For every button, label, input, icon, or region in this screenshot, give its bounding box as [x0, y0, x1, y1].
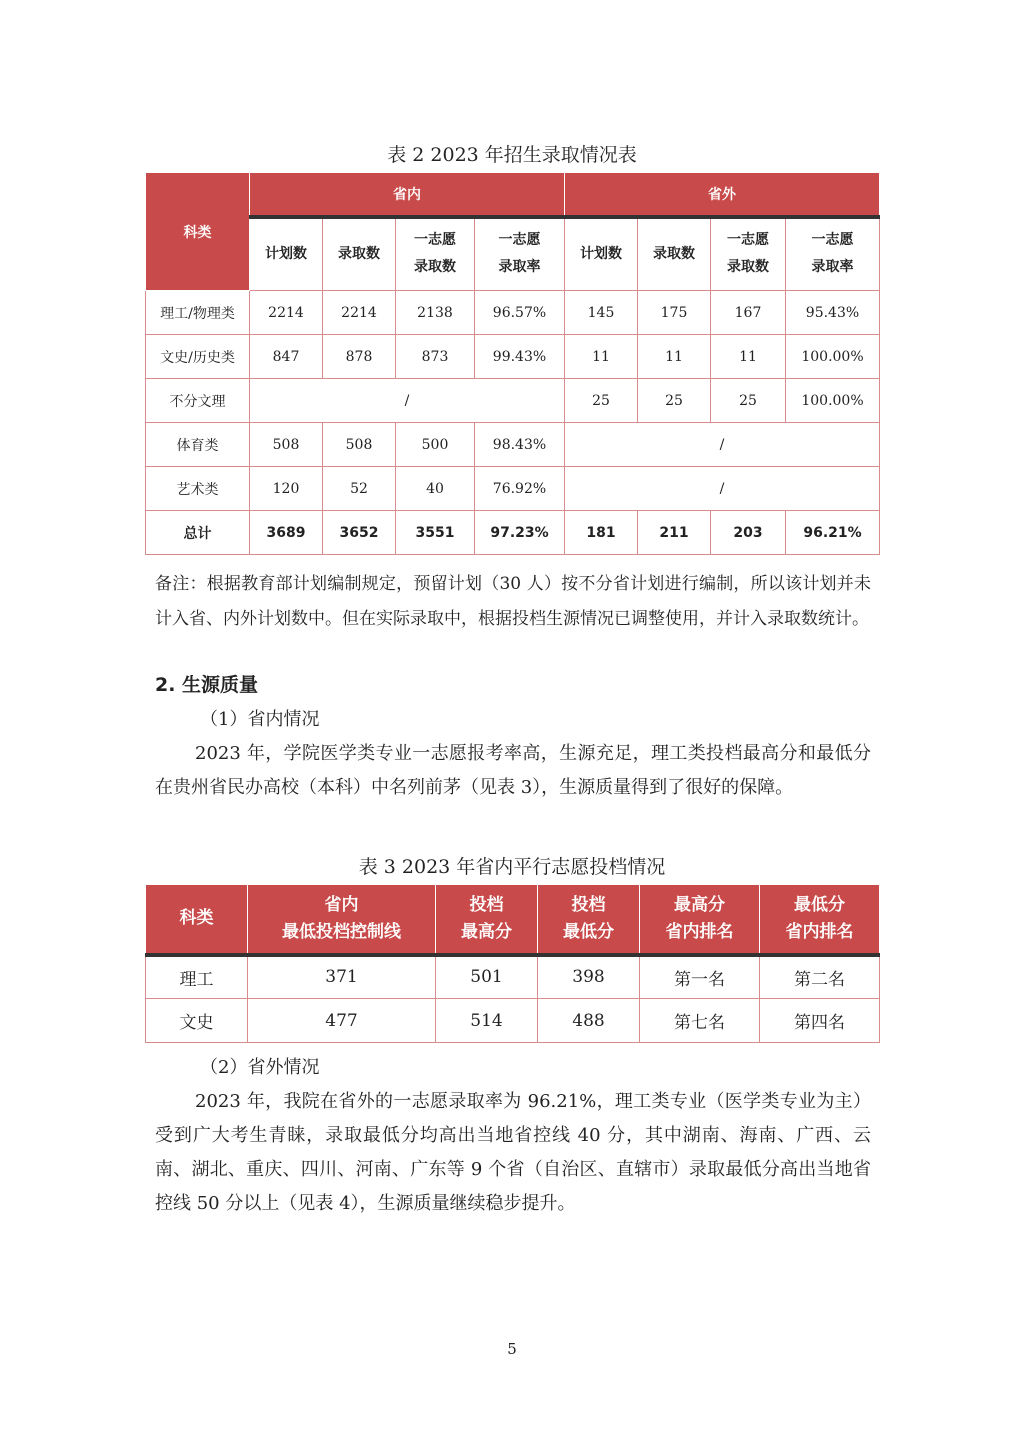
table-row — [146, 423, 880, 467]
sub-header: 一志愿 录取率 — [786, 217, 880, 291]
out-province-header: 省外 — [565, 173, 880, 217]
cell: 3551 — [396, 511, 475, 555]
merged-cell: / — [565, 423, 880, 467]
cell: 2214 — [250, 291, 323, 335]
page-number: 5 — [507, 1340, 517, 1358]
merged-cell: / — [250, 379, 565, 423]
cell: 501 — [436, 955, 538, 999]
cell: 98.43% — [475, 423, 565, 467]
cell: 11 — [711, 335, 786, 379]
sub-header: 一志愿 录取数 — [396, 217, 475, 291]
cell: 3652 — [323, 511, 396, 555]
cell: 25 — [565, 379, 638, 423]
cell: 76.92% — [475, 467, 565, 511]
table3-caption: 表 3 2023 年省内平行志愿投档情况 — [358, 856, 666, 878]
cell: 第二名 — [760, 955, 880, 999]
cell: 2138 — [396, 291, 475, 335]
cell: 167 — [711, 291, 786, 335]
cell: 508 — [323, 423, 396, 467]
cell: 508 — [250, 423, 323, 467]
cell: 211 — [638, 511, 711, 555]
table3-header-row — [146, 885, 880, 955]
table3-scores — [145, 884, 880, 1043]
paragraph: 2023 年，学院医学类专业一志愿报考率高，生源充足，理工类投档最高分和最低分在贵州省民办高校（本科）中名列前茅（见表 3），生源质量得到了很好的保障。 — [155, 743, 871, 798]
column-header: 投档 最高分 — [436, 885, 538, 955]
table-row — [146, 467, 880, 511]
column-header: 省内 最低投档控制线 — [248, 885, 436, 955]
table2-admission — [145, 172, 880, 555]
cell: 203 — [711, 511, 786, 555]
subsection-heading: （2）省外情况 — [200, 1057, 320, 1078]
sub-header: 录取数 — [323, 217, 396, 291]
row-label: 理工 — [146, 955, 248, 999]
sub-header: 录取数 — [638, 217, 711, 291]
row-label: 文史/历史类 — [146, 335, 250, 379]
cell: 3689 — [250, 511, 323, 555]
cell: 96.21% — [786, 511, 880, 555]
sub-header: 计划数 — [250, 217, 323, 291]
cell: 477 — [248, 999, 436, 1043]
column-header: 投档 最低分 — [538, 885, 640, 955]
cell: 2214 — [323, 291, 396, 335]
cell: 第一名 — [640, 955, 760, 999]
cell: 第七名 — [640, 999, 760, 1043]
sub-header: 计划数 — [565, 217, 638, 291]
row-label: 艺术类 — [146, 467, 250, 511]
table-row — [146, 379, 880, 423]
cell: 878 — [323, 335, 396, 379]
row-label: 文史 — [146, 999, 248, 1043]
sub-header: 一志愿 录取数 — [711, 217, 786, 291]
cell: 40 — [396, 467, 475, 511]
row-label: 不分文理 — [146, 379, 250, 423]
subsection-heading: （1）省内情况 — [200, 709, 320, 730]
cell: 371 — [248, 955, 436, 999]
column-header: 最高分 省内排名 — [640, 885, 760, 955]
cell: 100.00% — [786, 379, 880, 423]
category-header: 科类 — [146, 173, 250, 291]
cell: 52 — [323, 467, 396, 511]
table-row — [146, 955, 880, 999]
table-row — [146, 999, 880, 1043]
row-label: 体育类 — [146, 423, 250, 467]
table2-caption: 表 2 2023 年招生录取情况表 — [387, 144, 637, 166]
row-label: 理工/物理类 — [146, 291, 250, 335]
cell: 398 — [538, 955, 640, 999]
section-heading: 2. 生源质量 — [155, 674, 259, 696]
cell: 847 — [250, 335, 323, 379]
table2-note: 备注：根据教育部计划编制规定，预留计划（30 人）按不分省计划进行编制，所以该计划并未计入省、内外计划数中。但在实际录取中，根据投档生源情况已调整使用，并计入录取数统计。 — [155, 574, 871, 629]
paragraph: 2023 年，我院在省外的一志愿录取率为 96.21%，理工类专业（医学类专业为主）受到广大考生青睐，录取最低分均高出当地省控线 40 分，其中湖南、海南、广西、云南、湖北、重庆、四川、河南、广东等 9 个省（自治区、直辖市）录取最低分高出当地省控线 50 分以上（见表 4），生源质量继续稳步提升。 — [155, 1091, 871, 1214]
cell: 99.43% — [475, 335, 565, 379]
cell: 488 — [538, 999, 640, 1043]
cell: 514 — [436, 999, 538, 1043]
row-label: 总计 — [146, 511, 250, 555]
cell: 100.00% — [786, 335, 880, 379]
table2-subheader-row — [146, 217, 880, 291]
cell: 120 — [250, 467, 323, 511]
cell: 11 — [638, 335, 711, 379]
table-row — [146, 291, 880, 335]
cell: 25 — [638, 379, 711, 423]
cell: 96.57% — [475, 291, 565, 335]
cell: 145 — [565, 291, 638, 335]
cell: 25 — [711, 379, 786, 423]
column-header: 最低分 省内排名 — [760, 885, 880, 955]
cell: 500 — [396, 423, 475, 467]
sub-header: 一志愿 录取率 — [475, 217, 565, 291]
merged-cell: / — [565, 467, 880, 511]
cell: 175 — [638, 291, 711, 335]
table-row-total — [146, 511, 880, 555]
cell: 11 — [565, 335, 638, 379]
cell: 873 — [396, 335, 475, 379]
in-province-header: 省内 — [250, 173, 565, 217]
column-header: 科类 — [146, 885, 248, 955]
cell: 95.43% — [786, 291, 880, 335]
table-row — [146, 335, 880, 379]
cell: 97.23% — [475, 511, 565, 555]
cell: 181 — [565, 511, 638, 555]
cell: 第四名 — [760, 999, 880, 1043]
